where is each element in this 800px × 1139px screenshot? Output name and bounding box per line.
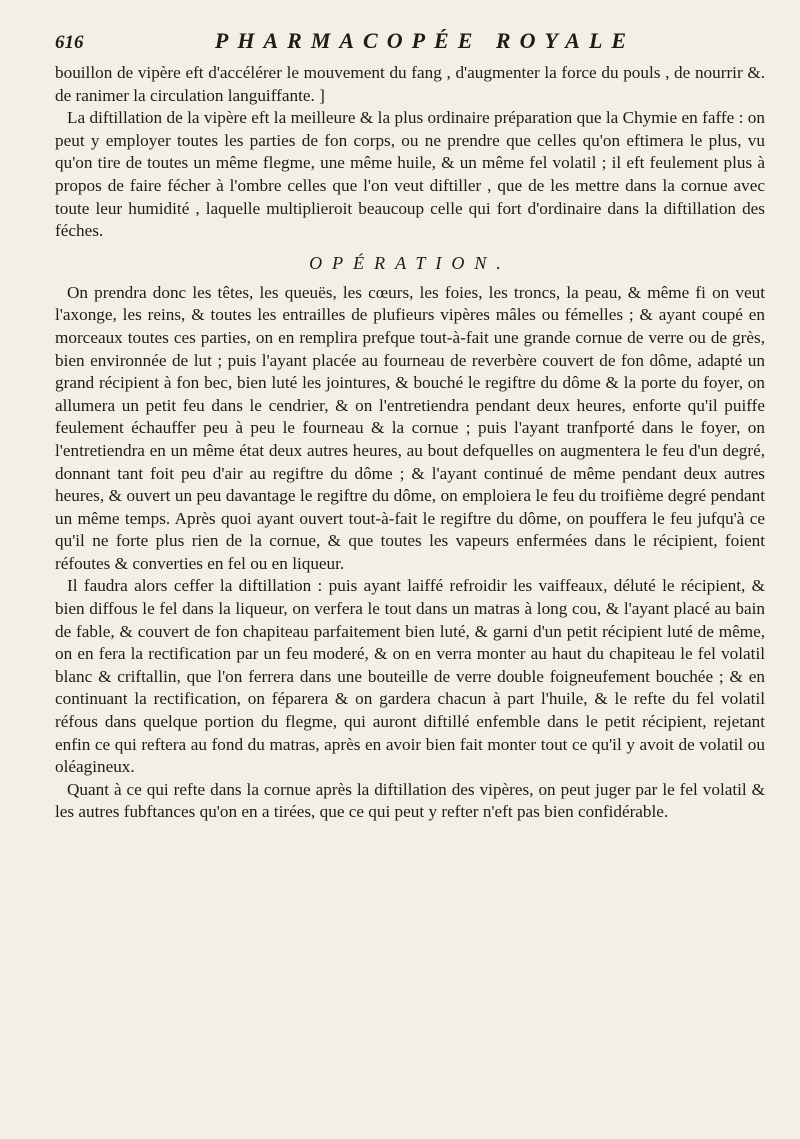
paragraph-2: La diftillation de la vipère eft la meilleure & la plus ordinaire préparation que la Chymie en faffe : on peut y employer toutes les parties de fon corps, ou ne prendre que celles qu'on eftimera le plus, vu qu'on tire de toutes un même flegme, une même huile, & un même fel volatil ; il eft feulement plus à propos de faire fécher à l'ombre celles que l'on veut diftiller , que de les mettre dans la cornue avec toute leur humidité , laquelle multiplieroit beaucoup celle qui fort d'ordinaire dans la diftillation des féches. [55,108,765,241]
page-header [55,28,765,62]
book-page [55,28,765,824]
running-title: PHARMACOPÉE ROYALE [214,28,636,53]
paragraph-1: bouillon de vipère eft d'accélérer le mouvement du fang , d'augmenter la force du pouls , de nourrir &. de ranimer la circulation languiffante. ] [55,63,765,105]
paragraph-3: On prendra donc les têtes, les queuës, les cœurs, les foies, les troncs, la peau, & même fi on veut l'axonge, les reins, & toutes les entrailles de plufieurs vipères mâles ou fémelles ; & ayant coupé en morceaux toutes ces parties, on en remplira prefque tout-à-fait une grande cornue de verre ou de grès, bien environnée de lut ; puis l'ayant placée au fourneau de reverbère couvert de fon dôme, adapté un grand récipient à fon bec, bien luté les jointures, & bouché le regiftre du dôme & la porte du foyer, on allumera un petit feu dans le cendrier, & on l'entretiendra pendant deux heures, enforte qu'il puiffe feulement échauffer peu à peu le fourneau & la cornue ; puis l'ayant tranfporté dans le foyer, on l'entretiendra en un même état deux autres heures, au bout defquelles on augmentera le feu d'un degré, donnant tant foit peu d'air au regiftre du dôme ; & l'ayant continué de même pendant deux autres heures, & ouvert un peu davantage le regiftre du dôme, on emploiera le feu du troifième degré pendant un même temps. Après quoi ayant ouvert tout-à-fait le regiftre du dôme, on pouffera le feu jufqu'à ce qu'il ne forte plus rien de la cornue, & que toutes les vapeurs enfermées dans le récipient, foient réfoutes & converties en fel ou en liqueur. [55,282,765,573]
paragraph-4: Il faudra alors ceffer la diftillation : puis ayant laiffé refroidir les vaiffeaux, déluté le récipient, & bien diffous le fel dans la liqueur, on verfera le tout dans un matras à long cou, & l'ayant placé au bain de fable, & couvert de fon chapiteau parfaitement bien luté, & garni d'un petit récipient luté de même, on en fera la rectification par un feu moderé, & on en verra monter au haut du chapiteau le fel volatil blanc & criftallin, que l'on ferrera dans une bouteille de verre double foigneufement bouchée ; & en continuant la rectification, on féparera & on gardera chacun à part l'huile, & le refte du fel volatil réfous dans quelque portion du flegme, qui auront diftillé enfemble dans le petit récipient, rejetant enfin ce qui reftera au fond du matras, après en avoir bien fait monter tout ce qu'il y avoit de volatil ou oléagineux. [55,576,765,777]
section-heading: OPÉRATION. [309,252,511,273]
page-number: 616 [55,32,84,53]
paragraph-5: Quant à ce qui refte dans la cornue après la diftillation des vipères, on peut juger par le fel volatil & les autres fubftances qu'on en a tirées, que ce qui peut y refter n'eft pas bien confidérable. [55,779,765,822]
